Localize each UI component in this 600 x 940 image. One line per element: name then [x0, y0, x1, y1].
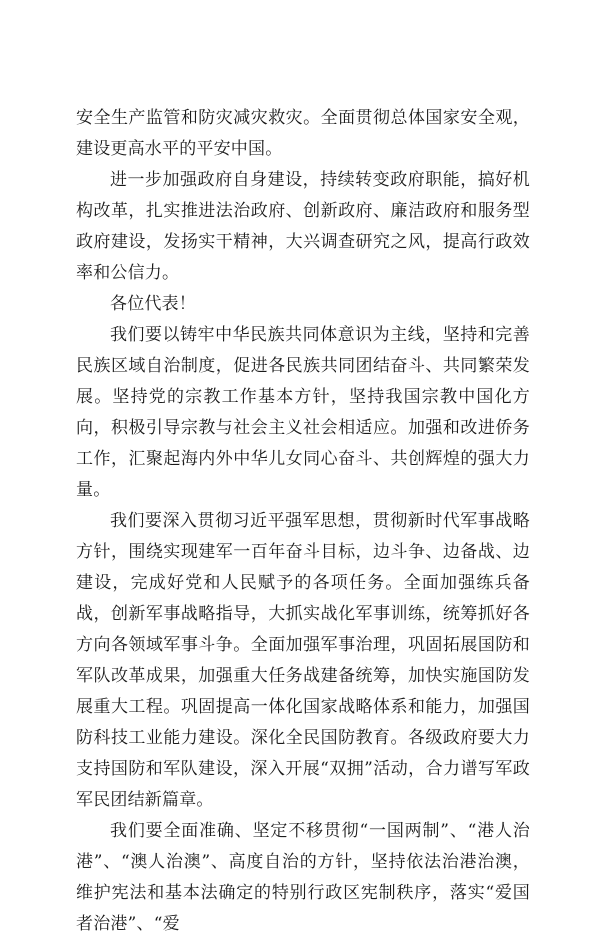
- paragraph-3: 各位代表！: [110, 294, 196, 314]
- paragraph-4: 我们要以铸牢中华民族共同体意识为主线，坚持和完善民族区域自治制度，促进各民族共同团结奋斗、共同繁荣发展。坚持党的宗教工作基本方针，坚持我国宗教中国化方向，积极引导宗教与社会主义社会相适应。加强和改进侨务工作，汇聚起海内外中华儿女同心奋斗、共创辉煌的强大力量。: [76, 325, 530, 500]
- paragraph-5: 我们要深入贯彻习近平强军思想，贯彻新时代军事战略方针，围绕实现建军一百年奋斗目标，边斗争、边备战、边建设，完成好党和人民赋予的各项任务。全面加强练兵备战，创新军事战略指导，大抓实战化军事训练，统筹抓好各方向各领域军事斗争。全面加强军事治理，巩固拓展国防和军队改革成果，加强重大任务战建备统筹，加快实施国防发展重大工程。巩固提高一体化国家战略体系和能力，加强国防科技工业能力建设。深化全民国防教育。各级政府要大力支持国防和军队建设，深入开展“双拥”活动，合力谱写军政军民团结新篇章。: [76, 511, 530, 810]
- paragraph-2: 进一步加强政府自身建设，持续转变政府职能，搞好机构改革，扎实推进法治政府、创新政府、廉洁政府和服务型政府建设，发扬实干精神，大兴调查研究之风，提高行政效率和公信力。: [76, 170, 530, 283]
- document-body: [76, 103, 530, 940]
- paragraph-6: 我们要全面准确、坚定不移贯彻“一国两制”、“港人治港”、“澳人治澳”、高度自治的方针，坚持依法治港治澳，维护宪法和基本法确定的特别行政区宪制秩序，落实“爱国者治港”、“爱: [76, 821, 530, 934]
- paragraph-1: 安全生产监管和防灾减灾救灾。全面贯彻总体国家安全观，建设更高水平的平安中国。: [76, 108, 530, 159]
